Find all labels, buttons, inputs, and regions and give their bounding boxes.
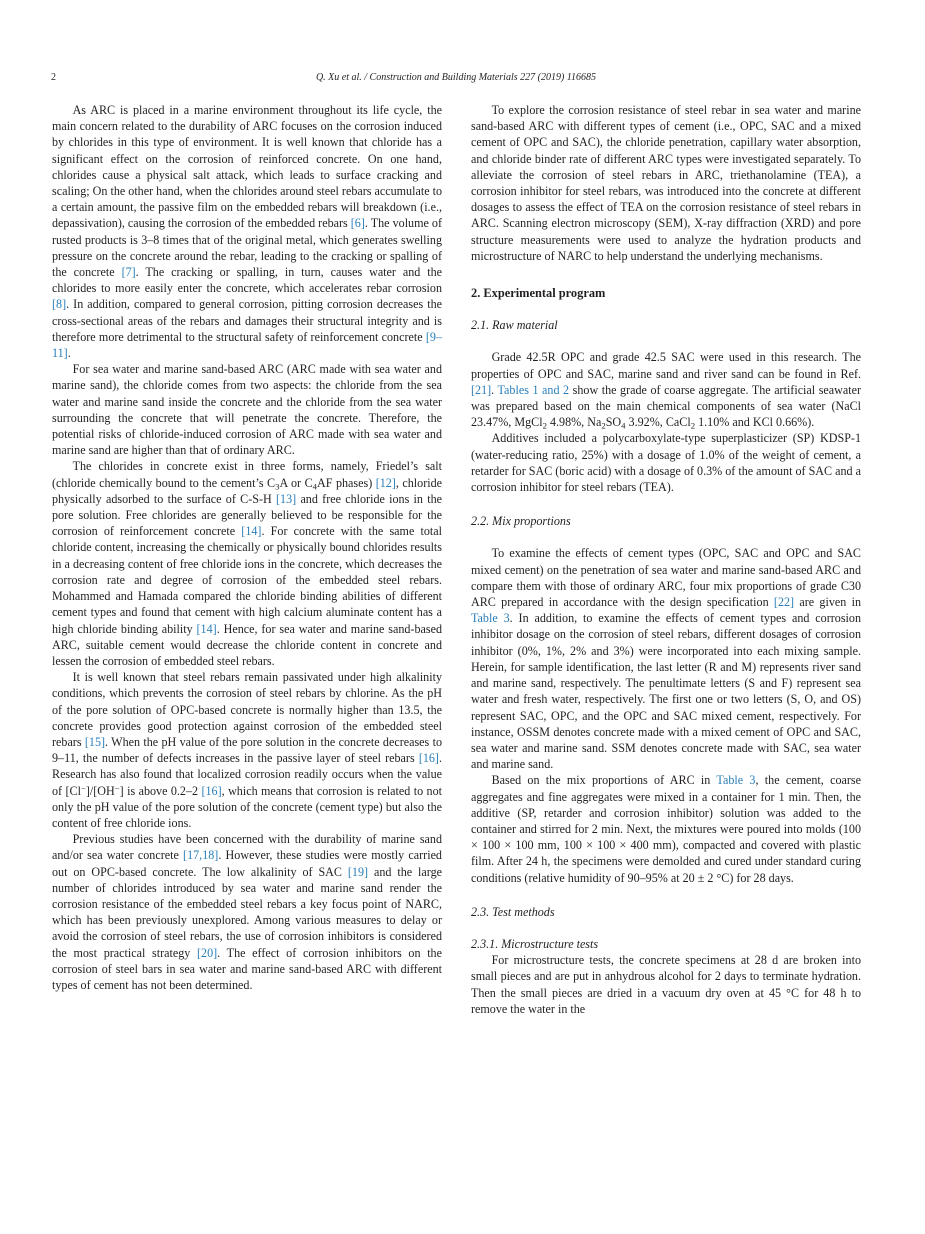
text: 3.92%, CaCl (625, 415, 691, 430)
right-column (471, 102, 861, 1017)
text: 4.98%, Na (546, 415, 602, 430)
citation-link[interactable]: [13] (276, 491, 297, 506)
text: . (491, 382, 498, 397)
text: Previous studies have been concerned with the durability of marine sand and/or sea water concrete (52, 832, 442, 863)
citation-link[interactable]: [9–11] (52, 329, 442, 361)
text: . For concrete with the same total chloride content, increasing the chemically or physically bound chlorides results in a decreasing content of free chloride ions in the concrete, which decreases the corrosion rate and degree of corrosion of the embedded steel rebars. Mohammed and Hamada compared the chloride binding abilities of different cement types and found that cement with high calcium aluminate content has a high chloride binding ability (52, 524, 442, 636)
paragraph (52, 669, 442, 831)
table-link[interactable]: Tables 1 and 2 (497, 382, 570, 397)
subscript: 3 (275, 481, 280, 492)
text: . When the pH value of the pore solution in the concrete decreases to 9–11, the number of defects increases in the passive layer of steel rebars (52, 734, 442, 766)
paragraph: For sea water and marine sand-based ARC (ARC made with sea water and marine sand), the chloride comes from two aspects: the chloride from the sea water and marine sand inside the concrete and the chloride from the sea water surrounding the concrete that will penetrate the concrete. Therefore, the potential risks of chloride-induced corrosion of ARC made with sea water and marine sand are higher than that of ordinary ARC. (52, 362, 442, 458)
text: SO (605, 415, 622, 430)
text: Based on the mix proportions of ARC in (491, 773, 717, 788)
text: ] is above 0.2–2 (119, 783, 202, 798)
running-title: Q. Xu et al. / Construction and Building Materials 227 (2019) 116685 (315, 72, 597, 83)
text: . However, these studies were mostly carried out on OPC-based concrete. The low alkalinity of SAC (52, 848, 442, 879)
subsection-heading: 2.2. Mix proportions (471, 514, 571, 529)
running-header (51, 72, 861, 88)
citation-link[interactable]: [20] (197, 945, 218, 960)
text: , which means that corrosion is related to not only the pH value of the pore solution of the concrete (cement type) but also the content of free chloride ions. (52, 783, 442, 830)
subsubsection-heading: 2.3.1. Microstructure tests (471, 936, 599, 951)
subscript: 2 (690, 420, 696, 431)
superscript: − (80, 782, 86, 793)
text: 1.10% and KCl 0.66%). (695, 415, 815, 430)
paragraph (52, 102, 442, 361)
text: . The volume of rusted products is 3–8 times that of the original metal, which generates swelling pressure on the concrete around the rebar, leading to the cracking or spalling of the concrete (52, 216, 442, 280)
citation-link[interactable]: [16] (418, 751, 439, 766)
text: . (67, 346, 71, 361)
citation-link[interactable]: [19] (347, 864, 369, 879)
citation-link[interactable]: [17,18] (183, 848, 219, 863)
subscript: 2 (542, 420, 547, 431)
citation-link[interactable]: [15] (84, 734, 106, 749)
citation-link[interactable]: [8] (52, 297, 67, 312)
subscript: 4 (621, 420, 626, 431)
paragraph (471, 545, 861, 772)
subsection-heading: 2.1. Raw material (471, 318, 558, 333)
text: . Hence, for sea water and marine sand-based ARC, suitable cement would decrease the chloride content in concrete and lessen the corrosion of embedded steel rebars. (52, 621, 442, 668)
citation-link[interactable]: [7] (121, 265, 136, 280)
text: , the cement, coarse aggregates and fine aggregates were mixed in a container for 1 min. Then, the additive (SP, retarder and corrosion inhibitor) solution was added to the container and stirred for 2 min. Next, the mixtures were poured into molds (100 × 100 × 100 mm, 100 × 100 × 400 mm), compacted and covered with plastic film. After 24 h, the specimens were demolded and cured under standard curing conditions (relative humidity of 90–95% at 20 ± 2 °C) for 28 days. (471, 773, 861, 885)
section-heading: 2. Experimental program (471, 286, 606, 301)
paragraph (471, 349, 861, 430)
subscript: 2 (601, 420, 606, 431)
text: . The cracking or spalling, in turn, causes water and the chlorides to more easily enter the concrete, which accelerates rebar corrosion (52, 265, 442, 296)
citation-link[interactable]: [16] (201, 783, 222, 798)
table-link[interactable]: Table 3 (471, 611, 510, 626)
text: show the grade of coarse aggregate. The artificial seawater was prepared based on the main chemical components of sea water (NaCl 23.47%, MgCl (471, 382, 861, 430)
subscript: 4 (312, 481, 317, 492)
text: It is well known that steel rebars remain passivated under high alkalinity conditions, which prevents the corrosion of steel rebars by chlorine. As the pH of the pore solution of OPC-based concrete is normally higher than 13.5, the concrete provides good protection against corrosion of the embedded steel rebars (52, 670, 442, 749)
text: AF phases) (317, 475, 376, 490)
citation-link[interactable]: [12] (375, 475, 396, 490)
text: ]/[OH (85, 783, 115, 798)
text: . In addition, compared to general corrosion, pitting corrosion decreases the cross-sectional areas of the rebars and damages their structural integrity and is therefore more detrimental to the structural safety of reinforcement concrete (52, 297, 442, 344)
paragraph (471, 772, 861, 885)
page-number: 2 (51, 72, 56, 83)
citation-link[interactable]: [14] (241, 524, 262, 539)
paragraph (52, 458, 442, 669)
text: , chloride physically adsorbed to the surface of C-S-H (52, 475, 442, 506)
text: To examine the effects of cement types (OPC, SAC and OPC and SAC mixed cement) on the penetration of sea water and marine sand-based ARC and compare them with those of ordinary ARC, four mix proportions of grade C30 ARC prepared in accordance with the design specification (471, 546, 861, 610)
table-link[interactable]: Table 3 (716, 773, 756, 788)
citation-link[interactable]: [22] (773, 595, 795, 610)
text: Grade 42.5R OPC and grade 42.5 SAC were used in this research. The properties of OPC and SAC, marine sand and river sand can be found in Ref. (471, 350, 861, 381)
citation-link[interactable]: [6] (350, 216, 365, 231)
paragraph (52, 831, 442, 993)
superscript: − (114, 782, 120, 793)
text: As ARC is placed in a marine environment throughout its life cycle, the main concern related to the durability of ARC focuses on the corrosion induced by chlorides in this type of environment. It is well known that chloride has a significant effect on the corrosion of reinforced concrete. On one hand, chlorides cause a physical salt attack, which leads to surface cracking and scaling; On the other hand, when the chlorides around steel rebars accumulate to a certain amount, the passive film on the embedded rebars will breakdown (i.e., depassivation), causing the corrosion of the embedded rebars (52, 103, 442, 231)
text: The chlorides in concrete exist in three forms, namely, Friedel’s salt (chloride chemically bound to the cement’s C (52, 459, 442, 490)
text: . In addition, to examine the effects of cement types and corrosion inhibitor dosage on the corrosion of steel rebars, different dosages of corrosion inhibitor (0%, 1%, 2% and 3%) were incorporated into each mixing sample. Herein, for sample identification, the last letter (R and M) represents river sand and marine sand, respectively. The penultimate letters (S and F) represent sea water and fresh water, respectively. The first one or two letters (S, O, and OS) represent SAC, OPC, and the OPC and SAC mixed cement, respectively. For instance, OSSM denotes concrete made with a mixed cement of OPC and SAC, sea water and marine sand. SSM denotes concrete made with SAC, sea water and marine sand. (471, 611, 861, 772)
text: and free chloride ions in the pore solution. Free chlorides are generally believed to be responsible for the corrosion of reinforcement concrete (52, 491, 443, 539)
text: . Research has also found that localized corrosion readily occurs when the value of [Cl (52, 751, 442, 798)
paragraph: Additives included a polycarboxylate-type superplasticizer (SP) KDSP-1 (water-reducing ratio, 25%) with a dosage of 1.0% of the weight of cement, a retarder for SAC (boric acid) with a dosage of 0.3% of the amount of SAC and a corrosion inhibitor for steel rebars (TEA). (471, 431, 861, 495)
citation-link[interactable]: [14] (196, 621, 217, 636)
text: are given in (794, 595, 861, 610)
citation-link[interactable]: [21] (471, 382, 492, 397)
paragraph: To explore the corrosion resistance of steel rebar in sea water and marine sand-based ARC with different types of cement (i.e., OPC, SAC and a mixed cement of OPC and SAC), the chloride penetration, capillary water absorption, and chloride binder rate of different ARC types were investigated separately. To alleviate the corrosion of steel rebars in ARC, triethanolamine (TEA), a corrosion inhibitor for steel rebars, was introduced into the concrete at different dosages to assess the effect of TEA on the corrosion resistance of steel rebars in ARC. Scanning electron microscopy (SEM), X-ray diffraction (XRD) and pore structure measurements were used to analyze the hydration products and microstructure of NARC to help understand the underlying mechanisms. (471, 103, 861, 263)
text: A or C (279, 475, 313, 490)
text: and the large number of chlorides introduced by sea water and marine sand render the corrosion resistance of the embedded steel rebars a key focus point of NARC, which has been previously unexplored. Among various measures to delay or avoid the corrosion of steel rebars, the use of corrosion inhibitors is considered the most practical strategy (52, 864, 442, 960)
text: . The effect of corrosion inhibitors on the corrosion of steel bars in sea water and marine sand-based ARC with different types of cement has not been determined. (52, 945, 442, 992)
subsection-heading: 2.3. Test methods (471, 904, 555, 919)
paragraph: For microstructure tests, the concrete specimens at 28 d are broken into small pieces and are put in anhydrous alcohol for 2 days to terminate hydration. Then the small pieces are dried in a vacuum dry oven at 45 °C for 48 h to remove the water in the (471, 953, 861, 1016)
left-column (52, 102, 442, 993)
